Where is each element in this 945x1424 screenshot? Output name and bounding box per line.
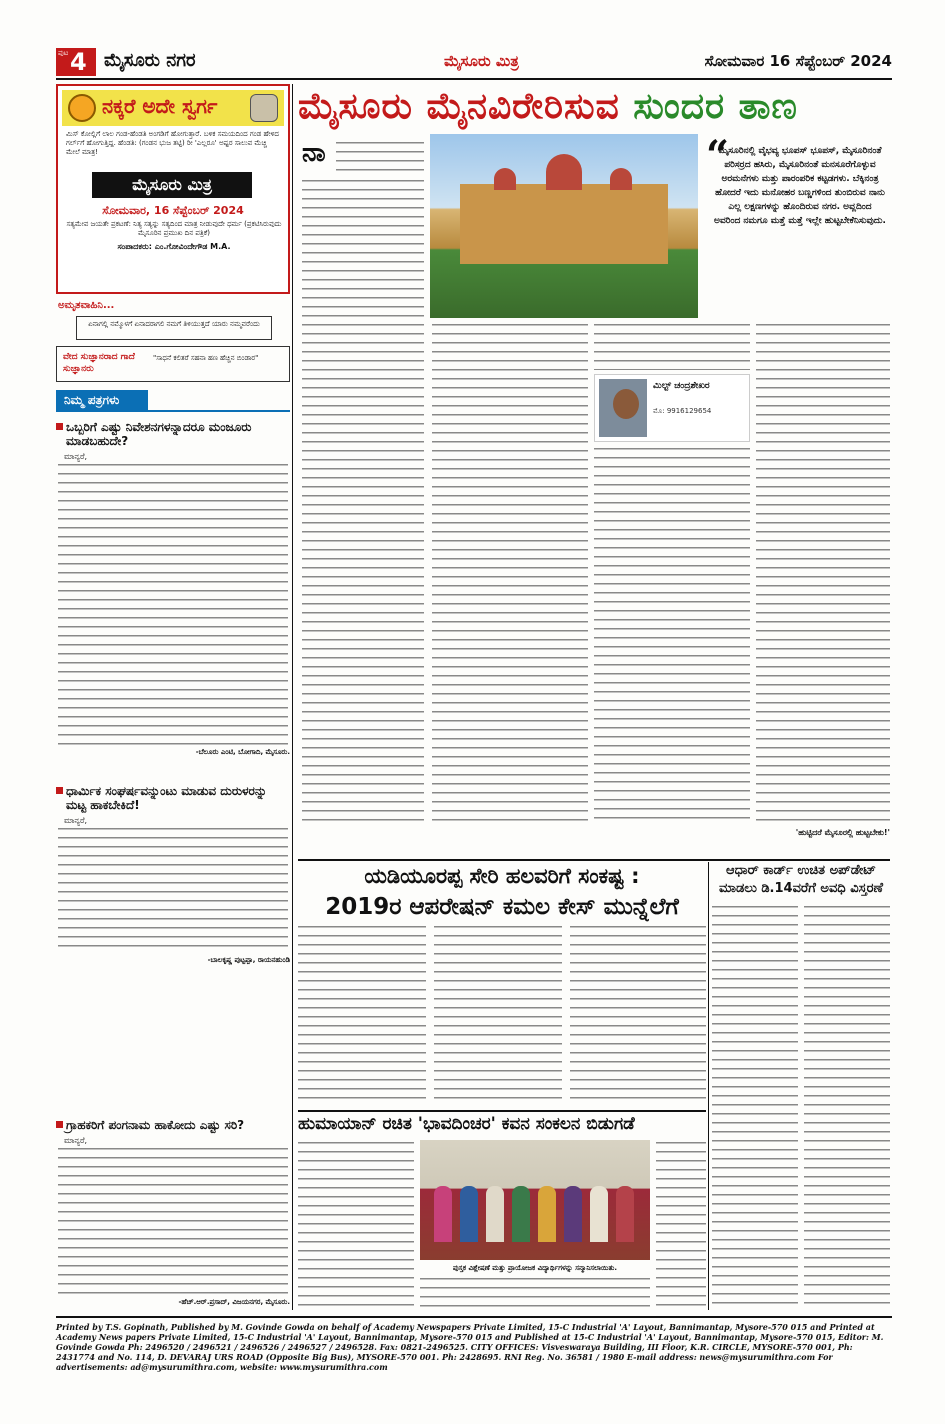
letters-rule bbox=[148, 410, 290, 412]
letter-body bbox=[58, 1148, 288, 1296]
pull-quote-text: ಮೈಸೂರಿನಲ್ಲಿ ವೈಭವ್ಯ ಭೂಪಸ್ ಭೂಪಸ್, ಮೈಸೂರಿನಂತೆ ಪರಿಸರ್ರದ ಹಸಿರು, ಮೈಸೂರಿನಂತೆ ಮನಸೂರೆಗೊಳ್ಳುವ ಅರಮನೆಗಳು ಮತ್ತು ಪಾರಂಪರಿಕ ಕಟ್ಟಡಗಳು. ಬೆಕ್ಕಿನಂತ್ರ ಹೋದರೆ ಇದು ಮನೋಹರ ಬಣ್ಣಗಳಿಂದ ತುಂಬಿರುವ ನಾನು ಎಲ್ಲ ಲಕ್ಷಣಗಳನ್ನು ಹೊಂದಿರುವ ನಗರ. ಅವ್ಲದಿಂದ ಅವರಿಂದ ನಮಗೂ ಮತ್ತೆ ಮತ್ತೆ ಇಲ್ಲೇ ಹುಟ್ಟಬೇಕೆನಿಸುವುದು. bbox=[714, 146, 886, 226]
letter-body bbox=[58, 464, 288, 746]
story-text bbox=[298, 926, 426, 1106]
pull-quote bbox=[706, 132, 888, 318]
page-header bbox=[56, 44, 892, 80]
person-figure bbox=[564, 1186, 582, 1242]
masthead: ಮೈಸೂರು ಮಿತ್ರ bbox=[444, 52, 519, 70]
palace-dome bbox=[546, 154, 582, 190]
masthead-motto: ಸತ್ಯಮೇವ ಜಯತೇ ಪ್ರಕಟಣೆ: ನಿತ್ಯ ಸತ್ಯನ್ನು ಸತ್ಯದಿಂದ ಮಾತ್ರ ನೀಡುವುದೇ ಧರ್ಮ (ಪ್ರಕಟಿಸಿರುವುದು ಮೈಸೂರಿನ ಪ್ರಮುಖ ದಿನ ಪತ್ರಿಕೆ) bbox=[66, 220, 282, 237]
laughing-face-icon bbox=[68, 94, 96, 122]
person-figure bbox=[538, 1186, 556, 1242]
main-headline bbox=[298, 84, 890, 130]
person-figure bbox=[434, 1186, 452, 1242]
photo-caption: ಪುಸ್ತಕ ವಿಶ್ಲೇಷಣೆ ಮತ್ತು ಪ್ರಾಯೋಜಕ ವಿದ್ಯಾರ್ಥಿಗಳನ್ನು ಸನ್ಮಾನಿಸಲಾಯಿತು. bbox=[452, 1264, 618, 1272]
page-label: ಪುಟ bbox=[58, 49, 69, 57]
story-text bbox=[756, 324, 890, 826]
yeddyurappa-story bbox=[298, 862, 706, 1110]
editor-line: ಸಂಪಾದಕರು: ಎಂ.ಗೋವಿಂದೇಗೌಡ M.A. bbox=[117, 242, 231, 251]
letter-title: ಒಬ್ಬರಿಗೆ ಎಷ್ಟು ನಿವೇಶನಗಳನ್ನಾದರೂ ಮಂಜೂರು ಮಾಡಬಹುದೇ? bbox=[56, 420, 290, 448]
story-text bbox=[302, 180, 424, 826]
story-headline: ಯಡಿಯೂರಪ್ಪ ಸೇರಿ ಹಲವರಿಗೆ ಸಂಕಷ್ಟ : bbox=[364, 864, 640, 888]
story-text bbox=[804, 906, 890, 1306]
story-text bbox=[570, 926, 706, 1106]
story-subheadline: 2019ರ ಆಪರೇಷನ್ ಕಮಲ ಕೇಸ್ ಮುನ್ನೆಲೆಗೆ bbox=[325, 894, 679, 920]
humor-title: ನಕ್ಕರೆ ಅದೇ ಸ್ವರ್ಗ bbox=[102, 94, 218, 118]
story-text bbox=[298, 1142, 414, 1308]
left-column bbox=[56, 84, 290, 1312]
letter-salutation: ಮಾನ್ಯರೆ, bbox=[64, 816, 88, 825]
letter-signature: -ಬಾಲಕೃಷ್ಣ ಪುಟ್ಟಪ್ಪಾ, ರಾಯನಹುಂಡಿ bbox=[207, 956, 290, 964]
story-text bbox=[434, 926, 562, 1106]
story-text bbox=[712, 906, 798, 1306]
cartoon-figure-icon bbox=[250, 94, 278, 122]
story-text bbox=[656, 1142, 706, 1308]
issue-date: ಸೋಮವಾರ 16 ಸೆಪ್ಟೆಂಬರ್ 2024 bbox=[704, 52, 892, 70]
palace-dome bbox=[610, 168, 632, 190]
letter-body bbox=[58, 828, 288, 954]
section-rule bbox=[298, 859, 890, 861]
letter-salutation: ಮಾನ್ಯರೆ, bbox=[64, 1136, 88, 1145]
author-face bbox=[613, 389, 639, 419]
person-figure bbox=[590, 1186, 608, 1242]
story-text bbox=[594, 448, 750, 826]
book-release-photo bbox=[420, 1140, 650, 1260]
column-rule bbox=[292, 84, 293, 1310]
mysore-palace-photo bbox=[430, 134, 698, 318]
page-number: 4 bbox=[70, 48, 87, 76]
masthead-date: ಸೋಮವಾರ, 16 ಸೆಪ್ಟೆಂಬರ್ 2024 bbox=[102, 204, 244, 217]
author-box bbox=[594, 374, 750, 442]
page-number-badge bbox=[56, 48, 96, 76]
amrita-quote: ಏನಾಗಲ್ಲಿ ನಮ್ಮೊಳಗೆ ಏನಾದರಾಗಲಿ ನಮಗೆ ತಿಳಿಯುತ್ತದೆ ಯಾರು ನಮ್ಮವರೆಂದು bbox=[76, 316, 272, 340]
main-story bbox=[298, 84, 890, 858]
story-text bbox=[336, 142, 424, 178]
column-rule bbox=[708, 862, 709, 1310]
story-text bbox=[432, 324, 588, 826]
letter-item bbox=[56, 1118, 290, 1312]
letter-item bbox=[56, 784, 290, 980]
story-headline: ಹುಮಾಯಾನ್ ರಚಿತ 'ಭಾವದಿಂಚರ' ಕವನ ಸಂಕಲನ ಬಿಡುಗಡೆ bbox=[298, 1114, 635, 1134]
author-photo bbox=[599, 379, 647, 437]
drop-cap: ನಾ bbox=[302, 138, 326, 168]
headline-part-green: ಸುಂದರ ತಾಣ bbox=[633, 86, 798, 127]
person-figure bbox=[616, 1186, 634, 1242]
story-text bbox=[594, 324, 750, 370]
amrita-label: ಅಮೃತವಾಹಿನಿ... bbox=[58, 300, 115, 311]
letter-title: ಧಾರ್ಮಿಕ ಸಂಘರ್ಷವನ್ನುಂಟು ಮಾಡುವ ದುರುಳರನ್ನು ಮಟ್ಟ ಹಾಕಬೇಕಿದೆ! bbox=[56, 784, 290, 812]
letter-signature: -ಹೆಚ್.ಆರ್.ಪ್ರಸಾದ್, ವಿಜಯನಗರ, ಮೈಸೂರು. bbox=[178, 1298, 290, 1306]
humor-banner bbox=[62, 90, 284, 126]
letters-tab: ನಿಮ್ಮ ಪತ್ರಗಳು bbox=[56, 390, 148, 412]
section-title: ಮೈಸೂರು ನಗರ bbox=[104, 50, 196, 71]
palace-dome bbox=[494, 168, 516, 190]
headline-part-red: ಮೈಸೂರು ಮೈನವಿರೇರಿಸುವ bbox=[298, 86, 620, 127]
letter-title: ಗ್ರಾಹಕರಿಗೆ ಪಂಗನಾಮ ಹಾಕೋದು ಎಷ್ಟು ಸರಿ? bbox=[56, 1118, 290, 1132]
person-figure bbox=[486, 1186, 504, 1242]
palace-body bbox=[460, 184, 668, 264]
author-name: ಮಿಲ್ಟ್ ಚಂದ್ರಶೇಖರ bbox=[653, 381, 710, 391]
proverb-box bbox=[56, 346, 290, 382]
letter-salutation: ಮಾನ್ಯರೆ, bbox=[64, 452, 88, 461]
letter-item bbox=[56, 420, 290, 776]
author-mobile: ಮೊ: 9916129654 bbox=[653, 407, 712, 415]
footer-rule bbox=[56, 1316, 892, 1318]
person-figure bbox=[512, 1186, 530, 1242]
humor-box bbox=[56, 84, 290, 294]
proverb-title: ವೇದ ಸುಜ್ಞಾನರಾದ ಗಾದೆ ಸುಜ್ಞಾನರು bbox=[63, 352, 135, 374]
masthead-box: ಮೈಸೂರು ಮಿತ್ರ bbox=[92, 172, 252, 198]
story-text bbox=[420, 1278, 650, 1308]
letters-header bbox=[56, 390, 290, 412]
amrita-box bbox=[56, 300, 290, 342]
story-closing-line: 'ಹುಟ್ಟಿದರೆ ಮೈಸೂರಲ್ಲಿ ಹುಟ್ಟಬೇಕು!' bbox=[795, 828, 890, 837]
aadhaar-story bbox=[712, 862, 890, 1306]
section-rule bbox=[298, 1110, 706, 1112]
person-figure bbox=[460, 1186, 478, 1242]
humor-jokes: ಮಿಸ್ ಕೋಲ್ಲಿಗೆ ಲಾಲ ಗಂಡ-ಹೆಂಡತಿ ಅಂಗಡಿಗೆ ಹೋಗುತ್ತಾರೆ. ಬಳಿಕ ಸಮಯದಿಂದ ಗಂಡ ಹೇಳಿದ ಗರ್ಲ್‌ಗೆ ಹೋಗುತ್ತಿದ್ದ. ಹೆಂಡತಿ: (ಗಂಡನ ಭುಜ ತಟ್ಟಿ) ರೀ 'ಎಲ್ಲರೂ' ಅಷ್ಟರ ಸಾಲುವ ಮೆಚ್ಚಿ ಮೇಲೆ ಮಾತ್ರ! bbox=[66, 130, 279, 156]
humayun-story bbox=[298, 1112, 706, 1308]
imprint-footer: Printed by T.S. Gopinath, Published by M. Govinde Gowda on behalf of Academy Newspapers Private Limited, 15-C Industrial 'A' Layout, Bannimantap, Mysore-570 015 and Printed at Academy News papers Private Limited, 15-C Industrial 'A' Layout, Bannimantap, Mysore-570 015 and Published at 15-C Industrial 'A' Layout, Bannimantap, Mysore-570 015, Editor: M. Govinde Gowda Ph: 2496520 / 2496521 / 2496526 / 2496527 / 2496528. Fax: 0821-2496525. CITY OFFICES: Visveswaraya Building, III Floor, K.R. CIRCLE, MYSORE-570 001, Ph: 2431774 and No. 114, D. DEVARAJ URS ROAD (Opposite Big Bus), MYSORE-570 001. Ph: 2428695. RNI Reg. No. 36581 / 1980 E-mail address: news@mysurumithra.com For advertisements: ad@mysurumithra.com, website: www.mysurumithra.com bbox=[56, 1322, 884, 1372]
proverb-text: "ಸಾಧನೆ ಕಲಿತರೆ ಸಹನಾ ಹಣ ಹೆಚ್ಚಿನ ಬಿಂಡಾರ" bbox=[153, 354, 259, 362]
story-headline: ಆಧಾರ್ ಕಾರ್ಡ್ ಉಚಿತ ಅಪ್‌ಡೇಟ್ ಮಾಡಲು ಡಿ.14ವರೆಗೆ ಅವಧಿ ವಿಸ್ತರಣೆ bbox=[719, 863, 883, 896]
quote-mark-icon: “ bbox=[706, 132, 730, 179]
letter-signature: -ಬೆಲೂರು ಎಂಟಿ, ಬೋಗಾದಿ, ಮೈಸೂರು. bbox=[195, 748, 290, 756]
